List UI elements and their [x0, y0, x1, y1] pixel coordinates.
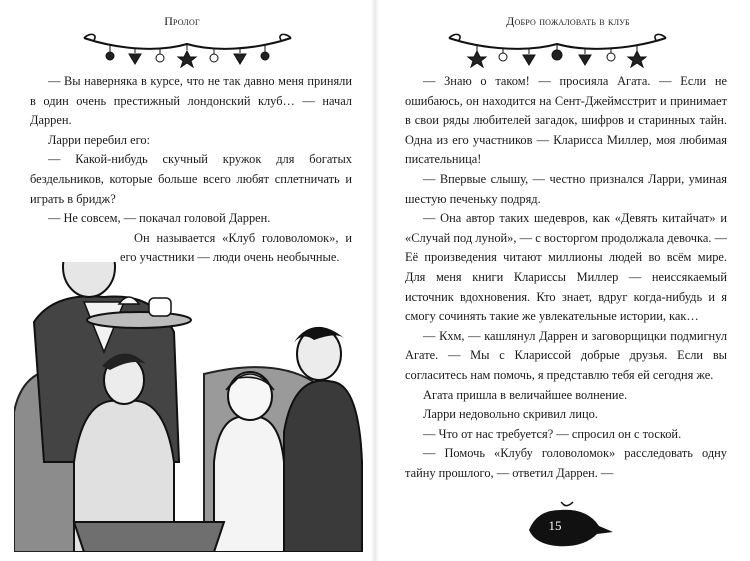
- page-number: 15: [548, 518, 562, 533]
- paragraph: Ларри перебил его:: [48, 132, 150, 147]
- right-page: [375, 0, 750, 561]
- paragraph: — Впервые слышу, — честно признался Ларри, уминая шестую печеньку подряд.: [405, 171, 727, 206]
- garland-ornament: [445, 30, 670, 68]
- paragraph: — Что от нас требуется? — спросил он с тоской.: [423, 426, 682, 441]
- page-number-badge: [525, 500, 615, 555]
- garland-ornament: [80, 30, 295, 68]
- paragraph: — Вы наверняка в курсе, что не так давно меня приняли в один очень престижный лондонский клуб… — начал Даррен.: [30, 74, 352, 128]
- paragraph: Ларри недовольно скривил лицо.: [423, 407, 598, 422]
- paragraph: — Какой-нибудь скучный кружок для богатых бездельников, которые больше всего любят сплетничать и играть в бридж?: [30, 152, 352, 206]
- paragraph: — Знаю о таком! — просияла Агата. — Если не ошибаюсь, он находится на Сент-Джеймсстрит и принимает в свои ряды любителей загадок, шифров и старинных тайн. Одна из его участников — Кларисса Миллер, моя любимая писательница!: [405, 74, 727, 167]
- paragraph: — Не совсем, — покачал головой Даррен.: [48, 211, 271, 226]
- right-body-text: [405, 72, 727, 483]
- left-body-text: [30, 72, 352, 268]
- paragraph: — Помочь «Клубу головоломок» расследовать одну тайну прошлого, — ответил Даррен. —: [405, 446, 727, 480]
- paragraph: — Она автор таких шедевров, как «Девять китайчат» и «Случай под луной», — с восторгом продолжала девочка. — Её произведения читают миллионы людей во всём мире. Для меня книги Клариссы Миллер — неиссякаемый источник вдохновения. Кто знает, вдруг когда-нибудь и я смогу сочинять такие же увлекательные истории, как…: [405, 211, 727, 324]
- paragraph: — Кхм, — кашлянул Даррен и заговорщицки подмигнул Агате. — Мы с Клариссой добрые друзья. Если вы согласитесь нам помочь, я представлю тебя ей сегодня же.: [405, 328, 727, 382]
- left-running-head: Пролог: [164, 14, 200, 28]
- paragraph: Агата пришла в величайшее волнение.: [423, 387, 628, 402]
- right-running-head: Добро пожаловать в клуб: [506, 14, 630, 28]
- paragraph: Он называется «Клуб головоломок», и его участники — люди очень необычные.: [120, 230, 352, 265]
- illustration-club-scene: [14, 262, 364, 552]
